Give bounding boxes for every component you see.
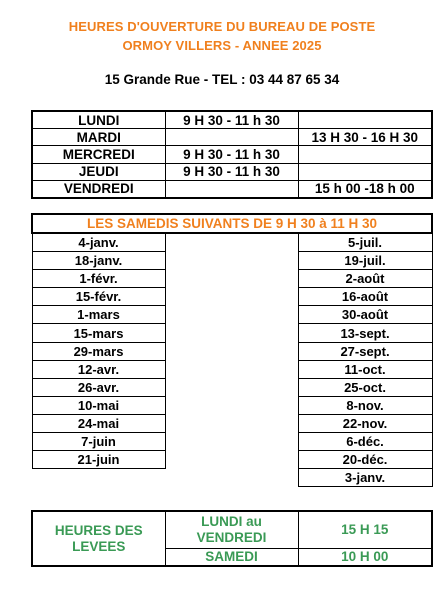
saturday-spacer <box>165 469 298 487</box>
saturday-spacer <box>165 233 298 252</box>
title-line-2: ORMOY VILLERS - ANNEE 2025 <box>122 38 322 53</box>
afternoon-hours: 13 H 30 - 16 H 30 <box>298 129 432 146</box>
weekday-hours-table <box>31 110 433 199</box>
saturday-date-left: 24-mai <box>32 414 165 432</box>
collection-time-saturday: 10 H 00 <box>298 549 432 567</box>
morning-hours <box>165 129 298 146</box>
saturday-row <box>32 396 432 414</box>
saturday-date-left: 29-mars <box>32 342 165 360</box>
weekday-row <box>32 111 432 129</box>
saturday-row <box>32 378 432 396</box>
saturday-spacer <box>165 396 298 414</box>
afternoon-hours <box>298 163 432 180</box>
saturday-date-right: 30-août <box>298 306 432 324</box>
morning-hours <box>165 180 298 198</box>
collection-times-table <box>31 510 433 567</box>
saturday-date-right: 6-déc. <box>298 433 432 451</box>
saturday-date-left: 10-mai <box>32 396 165 414</box>
saturday-date-right: 8-nov. <box>298 396 432 414</box>
collection-time-weekdays: 15 H 15 <box>298 511 432 549</box>
morning-hours: 9 H 30 - 11 h 30 <box>165 163 298 180</box>
weekday-name: MERCREDI <box>32 146 165 163</box>
saturday-date-left <box>32 469 165 487</box>
saturday-date-right: 5-juil. <box>298 233 432 252</box>
saturdays-header: LES SAMEDIS SUIVANTS DE 9 H 30 à 11 H 30 <box>32 214 432 233</box>
saturday-spacer <box>165 433 298 451</box>
saturday-row <box>32 233 432 252</box>
saturday-date-left: 21-juin <box>32 451 165 469</box>
saturday-date-right: 13-sept. <box>298 324 432 342</box>
saturday-row <box>32 252 432 270</box>
saturday-spacer <box>165 378 298 396</box>
collection-days-saturday: SAMEDI <box>165 549 298 567</box>
weekday-name: VENDREDI <box>32 180 165 198</box>
afternoon-hours <box>298 146 432 163</box>
saturday-date-right: 22-nov. <box>298 414 432 432</box>
saturday-date-right: 20-déc. <box>298 451 432 469</box>
saturday-spacer <box>165 288 298 306</box>
weekday-row <box>32 146 432 163</box>
saturday-spacer <box>165 252 298 270</box>
saturday-date-right: 3-janv. <box>298 469 432 487</box>
saturday-date-left: 1-mars <box>32 306 165 324</box>
saturday-spacer <box>165 270 298 288</box>
saturday-date-right: 27-sept. <box>298 342 432 360</box>
collection-label: HEURES DES LEVEES <box>32 511 165 566</box>
saturday-row <box>32 414 432 432</box>
saturdays-table <box>31 213 433 487</box>
morning-hours: 9 H 30 - 11 h 30 <box>165 111 298 129</box>
saturday-spacer <box>165 414 298 432</box>
saturdays-header-row <box>32 214 432 233</box>
weekday-name: MARDI <box>32 129 165 146</box>
afternoon-hours: 15 h 00 -18 h 00 <box>298 180 432 198</box>
weekday-name: LUNDI <box>32 111 165 129</box>
saturday-row <box>32 433 432 451</box>
saturday-row <box>32 288 432 306</box>
saturday-spacer <box>165 324 298 342</box>
saturday-row <box>32 342 432 360</box>
saturday-date-left: 15-févr. <box>32 288 165 306</box>
collection-days-weekdays: LUNDI au VENDREDI <box>165 511 298 549</box>
saturday-date-right: 16-août <box>298 288 432 306</box>
saturday-row <box>32 324 432 342</box>
saturday-date-left: 26-avr. <box>32 378 165 396</box>
weekday-row <box>32 163 432 180</box>
saturday-date-right: 19-juil. <box>298 252 432 270</box>
collection-row <box>32 511 432 549</box>
saturday-spacer <box>165 360 298 378</box>
weekday-row <box>32 180 432 198</box>
saturday-spacer <box>165 306 298 324</box>
saturday-spacer <box>165 342 298 360</box>
saturday-row <box>32 451 432 469</box>
title-line-1: HEURES D'OUVERTURE DU BUREAU DE POSTE <box>68 19 376 34</box>
saturday-date-left: 1-févr. <box>32 270 165 288</box>
weekday-name: JEUDI <box>32 163 165 180</box>
saturday-date-left: 15-mars <box>32 324 165 342</box>
saturday-row <box>32 469 432 487</box>
morning-hours: 9 H 30 - 11 h 30 <box>165 146 298 163</box>
saturday-date-left: 4-janv. <box>32 233 165 252</box>
afternoon-hours <box>298 111 432 129</box>
saturday-date-left: 18-janv. <box>32 252 165 270</box>
saturday-date-right: 25-oct. <box>298 378 432 396</box>
saturday-date-right: 2-août <box>298 270 432 288</box>
saturday-date-right: 11-oct. <box>298 360 432 378</box>
saturday-row <box>32 360 432 378</box>
saturday-row <box>32 270 432 288</box>
weekday-row <box>32 129 432 146</box>
saturday-date-left: 12-avr. <box>32 360 165 378</box>
saturday-date-left: 7-juin <box>32 433 165 451</box>
address-phone: 15 Grande Rue - TEL : 03 44 87 65 34 <box>104 72 340 87</box>
saturday-row <box>32 306 432 324</box>
saturday-spacer <box>165 451 298 469</box>
